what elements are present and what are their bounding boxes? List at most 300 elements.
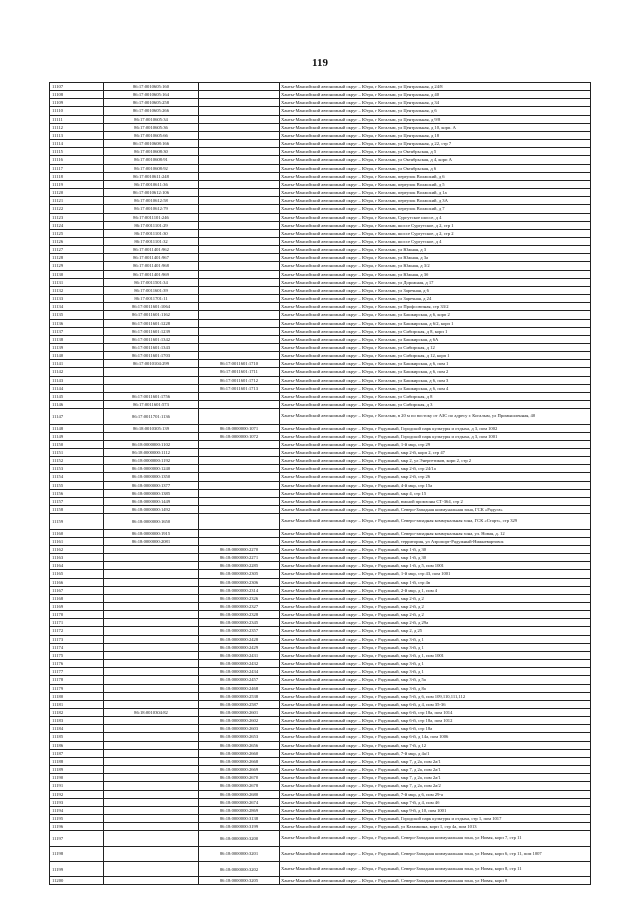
address-cell: Ханты-Мансийский автономный округ – Югра, г Когалым, ул Октябрьская, д 4, корп А bbox=[280, 156, 591, 164]
land-cadastral-number-cell: 86:18:0000000:1650 bbox=[104, 514, 199, 529]
land-cadastral-number-cell bbox=[104, 741, 199, 749]
address-cell: Ханты-Мансийский автономный округ – Югра, г Радужный, мкр 3-й, д 8а bbox=[280, 684, 591, 692]
row-number-cell: 11176 bbox=[50, 660, 104, 668]
table-row bbox=[50, 537, 591, 545]
address-cell: Ханты-Мансийский автономный округ – Югра, г Радужный, мкр 2, ул Энергетиков, корп 2, стр 2 bbox=[280, 457, 591, 465]
land-cadastral-number-cell bbox=[104, 635, 199, 643]
address-cell: Ханты-Мансийский автономный округ – Югра, г Когалым, ул Центральная, д 18 bbox=[280, 131, 591, 139]
row-number-cell: 11140 bbox=[50, 352, 104, 360]
table-row bbox=[50, 676, 591, 684]
land-cadastral-number-cell: 86:18:0000000:1192 bbox=[104, 457, 199, 465]
address-cell: Ханты-Мансийский автономный округ – Югра, г Когалым, переулок Волжский, д 3А bbox=[280, 197, 591, 205]
object-cadastral-number-cell bbox=[199, 481, 280, 489]
page-number: 119 bbox=[312, 57, 328, 69]
row-number-cell: 11194 bbox=[50, 806, 104, 814]
table-row bbox=[50, 401, 591, 409]
object-cadastral-number-cell bbox=[199, 123, 280, 131]
land-cadastral-number-cell bbox=[104, 733, 199, 741]
table-row bbox=[50, 262, 591, 270]
row-number-cell: 11165 bbox=[50, 570, 104, 578]
land-cadastral-number-cell: 86:17:0010104:299 bbox=[104, 360, 199, 368]
object-cadastral-number-cell bbox=[199, 262, 280, 270]
row-number-cell: 11124 bbox=[50, 221, 104, 229]
row-number-cell: 11149 bbox=[50, 432, 104, 440]
row-number-cell: 11154 bbox=[50, 473, 104, 481]
land-cadastral-number-cell: 86:17:0010612:58 bbox=[104, 197, 199, 205]
object-cadastral-number-cell bbox=[199, 131, 280, 139]
table-row bbox=[50, 344, 591, 352]
table-row bbox=[50, 99, 591, 107]
land-cadastral-number-cell: 86:17:0010608:92 bbox=[104, 164, 199, 172]
address-cell: Ханты-Мансийский автономный округ – Югра, г Когалым, ул Южная, д 3 bbox=[280, 246, 591, 254]
row-number-cell: 11110 bbox=[50, 107, 104, 115]
address-cell: Ханты-Мансийский автономный округ – Югра, г Радужный, ул Казамкина, корп 1, стр 4а, пом 1013 bbox=[280, 823, 591, 831]
row-number-cell: 11130 bbox=[50, 270, 104, 278]
row-number-cell: 11121 bbox=[50, 197, 104, 205]
address-cell: Ханты-Мансийский автономный округ – Югра, г Радужный, мкр 6-й, д 4, пом 35-36 bbox=[280, 700, 591, 708]
address-cell: Ханты-Мансийский автономный округ – Югра, г Радужный, мкр 1-й, д 30 bbox=[280, 545, 591, 553]
land-cadastral-number-cell: 86:17:0010608:166 bbox=[104, 140, 199, 148]
table-row bbox=[50, 594, 591, 602]
address-cell: Ханты-Мансийский автономный округ – Югра, г Радужный, мкр 1-й, д 30 bbox=[280, 554, 591, 562]
row-number-cell: 11137 bbox=[50, 327, 104, 335]
object-cadastral-number-cell bbox=[199, 327, 280, 335]
table-row bbox=[50, 602, 591, 610]
land-cadastral-number-cell: 86:18:0000000:1915 bbox=[104, 529, 199, 537]
row-number-cell: 11118 bbox=[50, 172, 104, 180]
table-row bbox=[50, 440, 591, 448]
address-cell: Ханты-Мансийский автономный округ – Югра, г Радужный, мкр 1-й, стр 4в bbox=[280, 578, 591, 586]
table-row bbox=[50, 774, 591, 782]
address-cell: Ханты-Мансийский автономный округ – Югра, г Радужный, мкр 2-й, д 2 bbox=[280, 594, 591, 602]
address-cell: Ханты-Мансийский автономный округ – Югра, г Радужный, Северо-Западная коммунальная зона, ул Новая, корп 8 bbox=[280, 877, 591, 885]
table-row bbox=[50, 432, 591, 440]
land-cadastral-number-cell: 86:17:0011601:1162 bbox=[104, 311, 199, 319]
land-cadastral-number-cell: 86:17:0011601:1228 bbox=[104, 319, 199, 327]
row-number-cell: 11164 bbox=[50, 562, 104, 570]
table-row bbox=[50, 709, 591, 717]
object-cadastral-number-cell: 86:17:0011601:1710 bbox=[199, 360, 280, 368]
address-cell: Ханты-Мансийский автономный округ – Югра, г Когалым, ул Башкирская, д 6, пом 3 bbox=[280, 376, 591, 384]
object-cadastral-number-cell bbox=[199, 189, 280, 197]
land-cadastral-number-cell bbox=[104, 545, 199, 553]
address-cell: Ханты-Мансийский автономный округ – Югра, г Радужный, Северо-Западная коммунальная зона, ул Новая, корп 6, стр 11, пом 1007 bbox=[280, 846, 591, 861]
row-number-cell: 11160 bbox=[50, 529, 104, 537]
address-cell: Ханты-Мансийский автономный округ – Югра, г Радужный, мкр 7, д 2а, пом 2а/1 bbox=[280, 757, 591, 765]
address-cell: Ханты-Мансийский автономный округ – Югра, г Когалым, ул Башкирская, д 6/2, корп 1 bbox=[280, 319, 591, 327]
object-cadastral-number-cell: 86:18:0000000:2305 bbox=[199, 570, 280, 578]
address-cell: Ханты-Мансийский автономный округ – Югра, г Когалым, ул Башкирская, д 6А bbox=[280, 335, 591, 343]
object-cadastral-number-cell: 86:17:0011601:1711 bbox=[199, 368, 280, 376]
object-cadastral-number-cell: 86:18:0000000:2314 bbox=[199, 586, 280, 594]
row-number-cell: 11119 bbox=[50, 180, 104, 188]
object-cadastral-number-cell: 86:18:0000000:3201 bbox=[199, 846, 280, 861]
address-cell: Ханты-Мансийский автономный округ – Югра, г Радужный, мкр 7, д 2а, пом 2а/1 bbox=[280, 774, 591, 782]
land-cadastral-number-cell: 86:17:0011601:1064 bbox=[104, 303, 199, 311]
land-cadastral-number-cell: 86:17:0011401:967 bbox=[104, 254, 199, 262]
table-row bbox=[50, 156, 591, 164]
table-row bbox=[50, 798, 591, 806]
object-cadastral-number-cell: 86:18:0000000:2602 bbox=[199, 717, 280, 725]
address-cell: Ханты-Мансийский автономный округ – Югра, г Радужный, мкр 3-й, д 1 bbox=[280, 668, 591, 676]
land-cadastral-number-cell bbox=[104, 562, 199, 570]
row-number-cell: 11182 bbox=[50, 709, 104, 717]
object-cadastral-number-cell bbox=[199, 197, 280, 205]
object-cadastral-number-cell: 86:18:0000000:2285 bbox=[199, 562, 280, 570]
address-cell: Ханты-Мансийский автономный округ – Югра, г Когалым, переулок Волжский, д 6 bbox=[280, 172, 591, 180]
table-row bbox=[50, 352, 591, 360]
object-cadastral-number-cell: 86:18:0000000:2670 bbox=[199, 774, 280, 782]
table-row bbox=[50, 164, 591, 172]
object-cadastral-number-cell bbox=[199, 164, 280, 172]
address-cell: Ханты-Мансийский автономный округ – Югра, г Когалым, ул Центральная, д 40 bbox=[280, 91, 591, 99]
land-cadastral-number-cell: 86:17:0011101:32 bbox=[104, 237, 199, 245]
row-number-cell: 11168 bbox=[50, 594, 104, 602]
table-row bbox=[50, 384, 591, 392]
table-row bbox=[50, 148, 591, 156]
table-row bbox=[50, 335, 591, 343]
address-cell: Ханты-Мансийский автономный округ – Югра, г Радужный, мкр 2-й, д 2 bbox=[280, 611, 591, 619]
table-row bbox=[50, 286, 591, 294]
object-cadastral-number-cell bbox=[199, 311, 280, 319]
address-cell: Ханты-Мансийский автономный округ – Югра, г Радужный, 1-й мкр, стр 29 bbox=[280, 440, 591, 448]
address-cell: Ханты-Мансийский автономный округ – Югра, г Когалым, ул Профсоюзная, стр 33/2 bbox=[280, 303, 591, 311]
object-cadastral-number-cell: 86:18:0000000:3138 bbox=[199, 815, 280, 823]
address-cell: Ханты-Мансийский автономный округ – Югра, г Когалым, ул Заречная, д 24 bbox=[280, 295, 591, 303]
address-cell: Ханты-Мансийский автономный округ – Югра, г Радужный, мкр 6-й, д 14а, пом 1006 bbox=[280, 733, 591, 741]
land-cadastral-number-cell: 86:17:0011101:246 bbox=[104, 213, 199, 221]
table-row bbox=[50, 481, 591, 489]
land-cadastral-number-cell bbox=[104, 757, 199, 765]
address-cell: Ханты-Мансийский автономный округ – Югра, г Когалым, ул Октябрьская, д 6 bbox=[280, 164, 591, 172]
table-row bbox=[50, 586, 591, 594]
address-cell: Ханты-Мансийский автономный округ – Югра, г Радужный, мкр 7-й, д 12 bbox=[280, 741, 591, 749]
row-number-cell: 11131 bbox=[50, 278, 104, 286]
object-cadastral-number-cell: 86:18:0000000:3200 bbox=[199, 831, 280, 846]
table-row bbox=[50, 115, 591, 123]
land-cadastral-number-cell: 86:18:0000000:1112 bbox=[104, 449, 199, 457]
table-row bbox=[50, 733, 591, 741]
table-row bbox=[50, 473, 591, 481]
object-cadastral-number-cell: 86:18:0000000:2587 bbox=[199, 700, 280, 708]
table-row bbox=[50, 861, 591, 876]
object-cadastral-number-cell: 86:18:0000000:2601 bbox=[199, 709, 280, 717]
row-number-cell: 11156 bbox=[50, 489, 104, 497]
object-cadastral-number-cell bbox=[199, 99, 280, 107]
table-row bbox=[50, 489, 591, 497]
land-cadastral-number-cell: 86:17:0011101:29 bbox=[104, 221, 199, 229]
object-cadastral-number-cell: 86:18:0000000:2468 bbox=[199, 684, 280, 692]
table-row bbox=[50, 806, 591, 814]
land-cadastral-number-cell bbox=[104, 586, 199, 594]
table-row bbox=[50, 295, 591, 303]
address-cell: Ханты-Мансийский автономный округ – Югра, г Радужный, Городской парк культуры и отдыха, д 3, пом 1001 bbox=[280, 432, 591, 440]
land-cadastral-number-cell bbox=[104, 774, 199, 782]
address-cell: Ханты-Мансийский автономный округ – Югра, г Когалым, ул Сибирская, д 8, корп 1 bbox=[280, 327, 591, 335]
land-cadastral-number-cell: 86:18:0000000:1350 bbox=[104, 473, 199, 481]
row-number-cell: 11123 bbox=[50, 213, 104, 221]
table-row bbox=[50, 392, 591, 400]
row-number-cell: 11187 bbox=[50, 749, 104, 757]
row-number-cell: 11166 bbox=[50, 578, 104, 586]
table-row bbox=[50, 465, 591, 473]
object-cadastral-number-cell: 86:18:0000000:2656 bbox=[199, 741, 280, 749]
row-number-cell: 11185 bbox=[50, 733, 104, 741]
land-cadastral-number-cell bbox=[104, 368, 199, 376]
land-cadastral-number-cell bbox=[104, 376, 199, 384]
address-cell: Ханты-Мансийский автономный округ – Югра, г Когалым, шоссе Сургутское, д 2, стр 2 bbox=[280, 229, 591, 237]
table-row bbox=[50, 303, 591, 311]
land-cadastral-number-cell bbox=[104, 684, 199, 692]
object-cadastral-number-cell: 86:18:0000000:2653 bbox=[199, 733, 280, 741]
object-cadastral-number-cell bbox=[199, 440, 280, 448]
address-cell: Ханты-Мансийский автономный округ – Югра, г Когалым, ул Башкирская, д 6, пом 2 bbox=[280, 368, 591, 376]
land-cadastral-number-cell bbox=[104, 798, 199, 806]
table-row bbox=[50, 424, 591, 432]
land-cadastral-number-cell bbox=[104, 602, 199, 610]
row-number-cell: 11172 bbox=[50, 627, 104, 635]
table-row bbox=[50, 749, 591, 757]
table-row bbox=[50, 692, 591, 700]
row-number-cell: 11180 bbox=[50, 692, 104, 700]
land-cadastral-number-cell: 86:17:0011501:34 bbox=[104, 278, 199, 286]
address-cell: Ханты-Мансийский автономный округ – Югра, г Радужный, мкр 7, д 2а, пом 2а/2 bbox=[280, 782, 591, 790]
table-row bbox=[50, 514, 591, 529]
address-cell: Ханты-Мансийский автономный округ – Югра, г Радужный, мкр 7-й, д 4, пом 4б bbox=[280, 798, 591, 806]
land-cadastral-number-cell: 86:18:0000000:1449 bbox=[104, 497, 199, 505]
land-cadastral-number-cell bbox=[104, 831, 199, 846]
land-cadastral-number-cell bbox=[104, 815, 199, 823]
object-cadastral-number-cell bbox=[199, 83, 280, 91]
address-cell: Ханты-Мансийский автономный округ – Югра, г Радужный, мкр 6-й, стр 18а, пом 1014 bbox=[280, 709, 591, 717]
table-row bbox=[50, 497, 591, 505]
row-number-cell: 11143 bbox=[50, 376, 104, 384]
table-row bbox=[50, 278, 591, 286]
table-row bbox=[50, 327, 591, 335]
address-cell: Ханты-Мансийский автономный округ – Югра, г Когалым, Сургутское шоссе, д 4 bbox=[280, 213, 591, 221]
object-cadastral-number-cell: 86:18:0000000:2674 bbox=[199, 798, 280, 806]
land-cadastral-number-cell bbox=[104, 432, 199, 440]
address-cell: Ханты-Мансийский автономный округ – Югра, г Когалым, ул Башкирская, д 6, корп 2 bbox=[280, 311, 591, 319]
row-number-cell: 11198 bbox=[50, 846, 104, 861]
object-cadastral-number-cell bbox=[199, 352, 280, 360]
row-number-cell: 11141 bbox=[50, 360, 104, 368]
address-cell: Ханты-Мансийский автономный округ – Югра, г Радужный, Городской парк культуры и отдыха, д 3, пом 1002 bbox=[280, 424, 591, 432]
table-row bbox=[50, 376, 591, 384]
land-cadastral-number-cell: 86:17:0011601:1756 bbox=[104, 392, 199, 400]
object-cadastral-number-cell bbox=[199, 148, 280, 156]
object-cadastral-number-cell: 86:18:0000000:2306 bbox=[199, 578, 280, 586]
object-cadastral-number-cell: 86:18:0000000:2538 bbox=[199, 692, 280, 700]
row-number-cell: 11189 bbox=[50, 766, 104, 774]
land-cadastral-number-cell: 86:17:0011401:962 bbox=[104, 246, 199, 254]
land-cadastral-number-cell: 86:17:0010608:91 bbox=[104, 156, 199, 164]
table-row bbox=[50, 270, 591, 278]
address-cell: Ханты-Мансийский автономный округ – Югра, г Когалым, ул Центральная, д 24/8 bbox=[280, 83, 591, 91]
table-row bbox=[50, 660, 591, 668]
object-cadastral-number-cell: 86:18:0000000:2328 bbox=[199, 611, 280, 619]
row-number-cell: 11181 bbox=[50, 700, 104, 708]
row-number-cell: 11200 bbox=[50, 877, 104, 885]
address-cell: Ханты-Мансийский автономный округ – Югра, г Радужный, мкр 2-й, д 29а bbox=[280, 619, 591, 627]
land-cadastral-number-cell: 86:17:0011401:969 bbox=[104, 270, 199, 278]
object-cadastral-number-cell bbox=[199, 205, 280, 213]
row-number-cell: 11191 bbox=[50, 782, 104, 790]
object-cadastral-number-cell bbox=[199, 506, 280, 514]
land-cadastral-number-cell: 86:17:0011601:573 bbox=[104, 401, 199, 409]
land-cadastral-number-cell bbox=[104, 877, 199, 885]
address-cell: Ханты-Мансийский автономный округ – Югра, г Когалым, ул Южная, д 3/2 bbox=[280, 262, 591, 270]
row-number-cell: 11113 bbox=[50, 131, 104, 139]
row-number-cell: 11144 bbox=[50, 384, 104, 392]
table-row bbox=[50, 229, 591, 237]
land-cadastral-number-cell: 86:17:0011101:30 bbox=[104, 229, 199, 237]
object-cadastral-number-cell: 86:18:0000000:1072 bbox=[199, 432, 280, 440]
row-number-cell: 11162 bbox=[50, 545, 104, 553]
row-number-cell: 11151 bbox=[50, 449, 104, 457]
address-cell: Ханты-Мансийский автономный округ – Югра, г Когалым, ул Сибирская, д 12 bbox=[280, 344, 591, 352]
row-number-cell: 11161 bbox=[50, 537, 104, 545]
address-cell: Ханты-Мансийский автономный округ – Югра, г Радужный, мкр 6-й, стр 18а, пом 1012 bbox=[280, 717, 591, 725]
row-number-cell: 11192 bbox=[50, 790, 104, 798]
table-row bbox=[50, 254, 591, 262]
row-number-cell: 11146 bbox=[50, 401, 104, 409]
table-row bbox=[50, 529, 591, 537]
address-cell: Ханты-Мансийский автономный округ – Югра, г Когалым, переулок Волжский, д 5 bbox=[280, 180, 591, 188]
land-cadastral-number-cell bbox=[104, 619, 199, 627]
address-cell: Ханты-Мансийский автономный округ – Югра, г Радужный, 1-й мкр, стр 43, пом 1001 bbox=[280, 570, 591, 578]
object-cadastral-number-cell: 86:18:0000000:2357 bbox=[199, 627, 280, 635]
row-number-cell: 11193 bbox=[50, 798, 104, 806]
land-cadastral-number-cell bbox=[104, 676, 199, 684]
address-cell: Ханты-Мансийский автономный округ – Югра, г Радужный, мкр 9-й, д 10, пом 1001 bbox=[280, 806, 591, 814]
address-cell: Ханты-Мансийский автономный округ – Югра, г Радужный, мкр 2-й, стр 24/1а bbox=[280, 465, 591, 473]
address-cell: Ханты-Мансийский автономный округ – Югра, г Когалым, ул Центральная, д 34 bbox=[280, 99, 591, 107]
address-cell: Ханты-Мансийский автономный округ – Югра, г Радужный, Городской парк культуры и отдыха, стр 1, пом 1017 bbox=[280, 815, 591, 823]
table-row bbox=[50, 611, 591, 619]
table-row bbox=[50, 717, 591, 725]
row-number-cell: 11186 bbox=[50, 741, 104, 749]
table-row bbox=[50, 83, 591, 91]
row-number-cell: 11171 bbox=[50, 619, 104, 627]
land-cadastral-number-cell bbox=[104, 651, 199, 659]
object-cadastral-number-cell bbox=[199, 319, 280, 327]
table-row bbox=[50, 578, 591, 586]
object-cadastral-number-cell bbox=[199, 537, 280, 545]
land-cadastral-number-cell: 86:17:0011601:1343 bbox=[104, 344, 199, 352]
row-number-cell: 11196 bbox=[50, 823, 104, 831]
table-row bbox=[50, 368, 591, 376]
address-cell: Ханты-Мансийский автономный округ – Югра, г Когалым, ул Центральная, д 6 bbox=[280, 107, 591, 115]
row-number-cell: 11109 bbox=[50, 99, 104, 107]
land-cadastral-number-cell: 86:17:0010612:106 bbox=[104, 189, 199, 197]
object-cadastral-number-cell bbox=[199, 449, 280, 457]
land-cadastral-number-cell: 86:17:0010605:164 bbox=[104, 91, 199, 99]
row-number-cell: 11155 bbox=[50, 481, 104, 489]
table-row bbox=[50, 846, 591, 861]
table-row bbox=[50, 766, 591, 774]
row-number-cell: 11177 bbox=[50, 668, 104, 676]
row-number-cell: 11197 bbox=[50, 831, 104, 846]
table-row bbox=[50, 319, 591, 327]
address-cell: Ханты-Мансийский автономный округ – Югра, г Когалым, ул Дорожная, д 17 bbox=[280, 278, 591, 286]
row-number-cell: 11116 bbox=[50, 156, 104, 164]
land-cadastral-number-cell: 86:17:0011601:39 bbox=[104, 286, 199, 294]
row-number-cell: 11128 bbox=[50, 254, 104, 262]
object-cadastral-number-cell bbox=[199, 303, 280, 311]
row-number-cell: 11173 bbox=[50, 635, 104, 643]
object-cadastral-number-cell: 86:18:0000000:2669 bbox=[199, 766, 280, 774]
row-number-cell: 11167 bbox=[50, 586, 104, 594]
table-row bbox=[50, 311, 591, 319]
row-number-cell: 11136 bbox=[50, 319, 104, 327]
land-cadastral-number-cell bbox=[104, 643, 199, 651]
land-cadastral-number-cell bbox=[104, 554, 199, 562]
table-row bbox=[50, 790, 591, 798]
address-cell: Ханты-Мансийский автономный округ – Югра, г Радужный, 7-й мкр, д 6, пом 29-а bbox=[280, 790, 591, 798]
object-cadastral-number-cell bbox=[199, 392, 280, 400]
object-cadastral-number-cell bbox=[199, 115, 280, 123]
land-cadastral-number-cell: 86:17:0011601:1239 bbox=[104, 327, 199, 335]
address-cell: Ханты-Мансийский автономный округ – Югра, г Радужный, мкр 1-й, д 5, пом 1001 bbox=[280, 562, 591, 570]
table-row bbox=[50, 562, 591, 570]
table-row bbox=[50, 635, 591, 643]
object-cadastral-number-cell: 86:18:0000000:3199 bbox=[199, 823, 280, 831]
object-cadastral-number-cell bbox=[199, 91, 280, 99]
table-row bbox=[50, 570, 591, 578]
land-cadastral-number-cell: 86:18:0000000:1385 bbox=[104, 489, 199, 497]
address-cell: Ханты-Мансийский автономный округ – Югра, г Радужный, мкр 5-й, д 6, пом 109,110,111,112 bbox=[280, 692, 591, 700]
land-cadastral-number-cell: 86:17:0010605:36 bbox=[104, 123, 199, 131]
row-number-cell: 11142 bbox=[50, 368, 104, 376]
address-cell: Ханты-Мансийский автономный округ – Югра, г Радужный, мкр 2, д 25 bbox=[280, 627, 591, 635]
object-cadastral-number-cell: 86:18:0000000:2434 bbox=[199, 668, 280, 676]
address-cell: Ханты-Мансийский автономный округ – Югра, г Когалым, ул Сибирская, д 3 bbox=[280, 401, 591, 409]
object-cadastral-number-cell bbox=[199, 286, 280, 294]
table-row bbox=[50, 831, 591, 846]
object-cadastral-number-cell: 86:18:0000000:2345 bbox=[199, 619, 280, 627]
row-number-cell: 11139 bbox=[50, 344, 104, 352]
object-cadastral-number-cell: 86:18:0000000:3205 bbox=[199, 877, 280, 885]
land-cadastral-number-cell: 86:17:0010611:36 bbox=[104, 180, 199, 188]
table-row bbox=[50, 815, 591, 823]
address-cell: Ханты-Мансийский автономный округ – Югра, г Когалым, шоссе Сургутское, д 4 bbox=[280, 237, 591, 245]
table-row bbox=[50, 189, 591, 197]
row-number-cell: 11147 bbox=[50, 409, 104, 424]
land-cadastral-number-cell: 86:17:0010605:266 bbox=[104, 107, 199, 115]
object-cadastral-number-cell: 86:18:0000000:1071 bbox=[199, 424, 280, 432]
land-cadastral-number-cell: 86:17:0011401:968 bbox=[104, 262, 199, 270]
row-number-cell: 11190 bbox=[50, 774, 104, 782]
table-row bbox=[50, 823, 591, 831]
row-number-cell: 11129 bbox=[50, 262, 104, 270]
table-row bbox=[50, 877, 591, 885]
table-row bbox=[50, 123, 591, 131]
register-body bbox=[50, 83, 591, 885]
land-cadastral-number-cell: 86:18:0010305:139 bbox=[104, 424, 199, 432]
table-row bbox=[50, 700, 591, 708]
land-cadastral-number-cell: 86:17:0010612:79 bbox=[104, 205, 199, 213]
table-row bbox=[50, 741, 591, 749]
table-row bbox=[50, 409, 591, 424]
table-row bbox=[50, 545, 591, 553]
land-cadastral-number-cell bbox=[104, 823, 199, 831]
table-row bbox=[50, 725, 591, 733]
object-cadastral-number-cell bbox=[199, 529, 280, 537]
row-number-cell: 11115 bbox=[50, 148, 104, 156]
row-number-cell: 11112 bbox=[50, 123, 104, 131]
address-cell: Ханты-Мансийский автономный округ – Югра, г Радужный, южной промзоны СТ-364, стр 2 bbox=[280, 497, 591, 505]
